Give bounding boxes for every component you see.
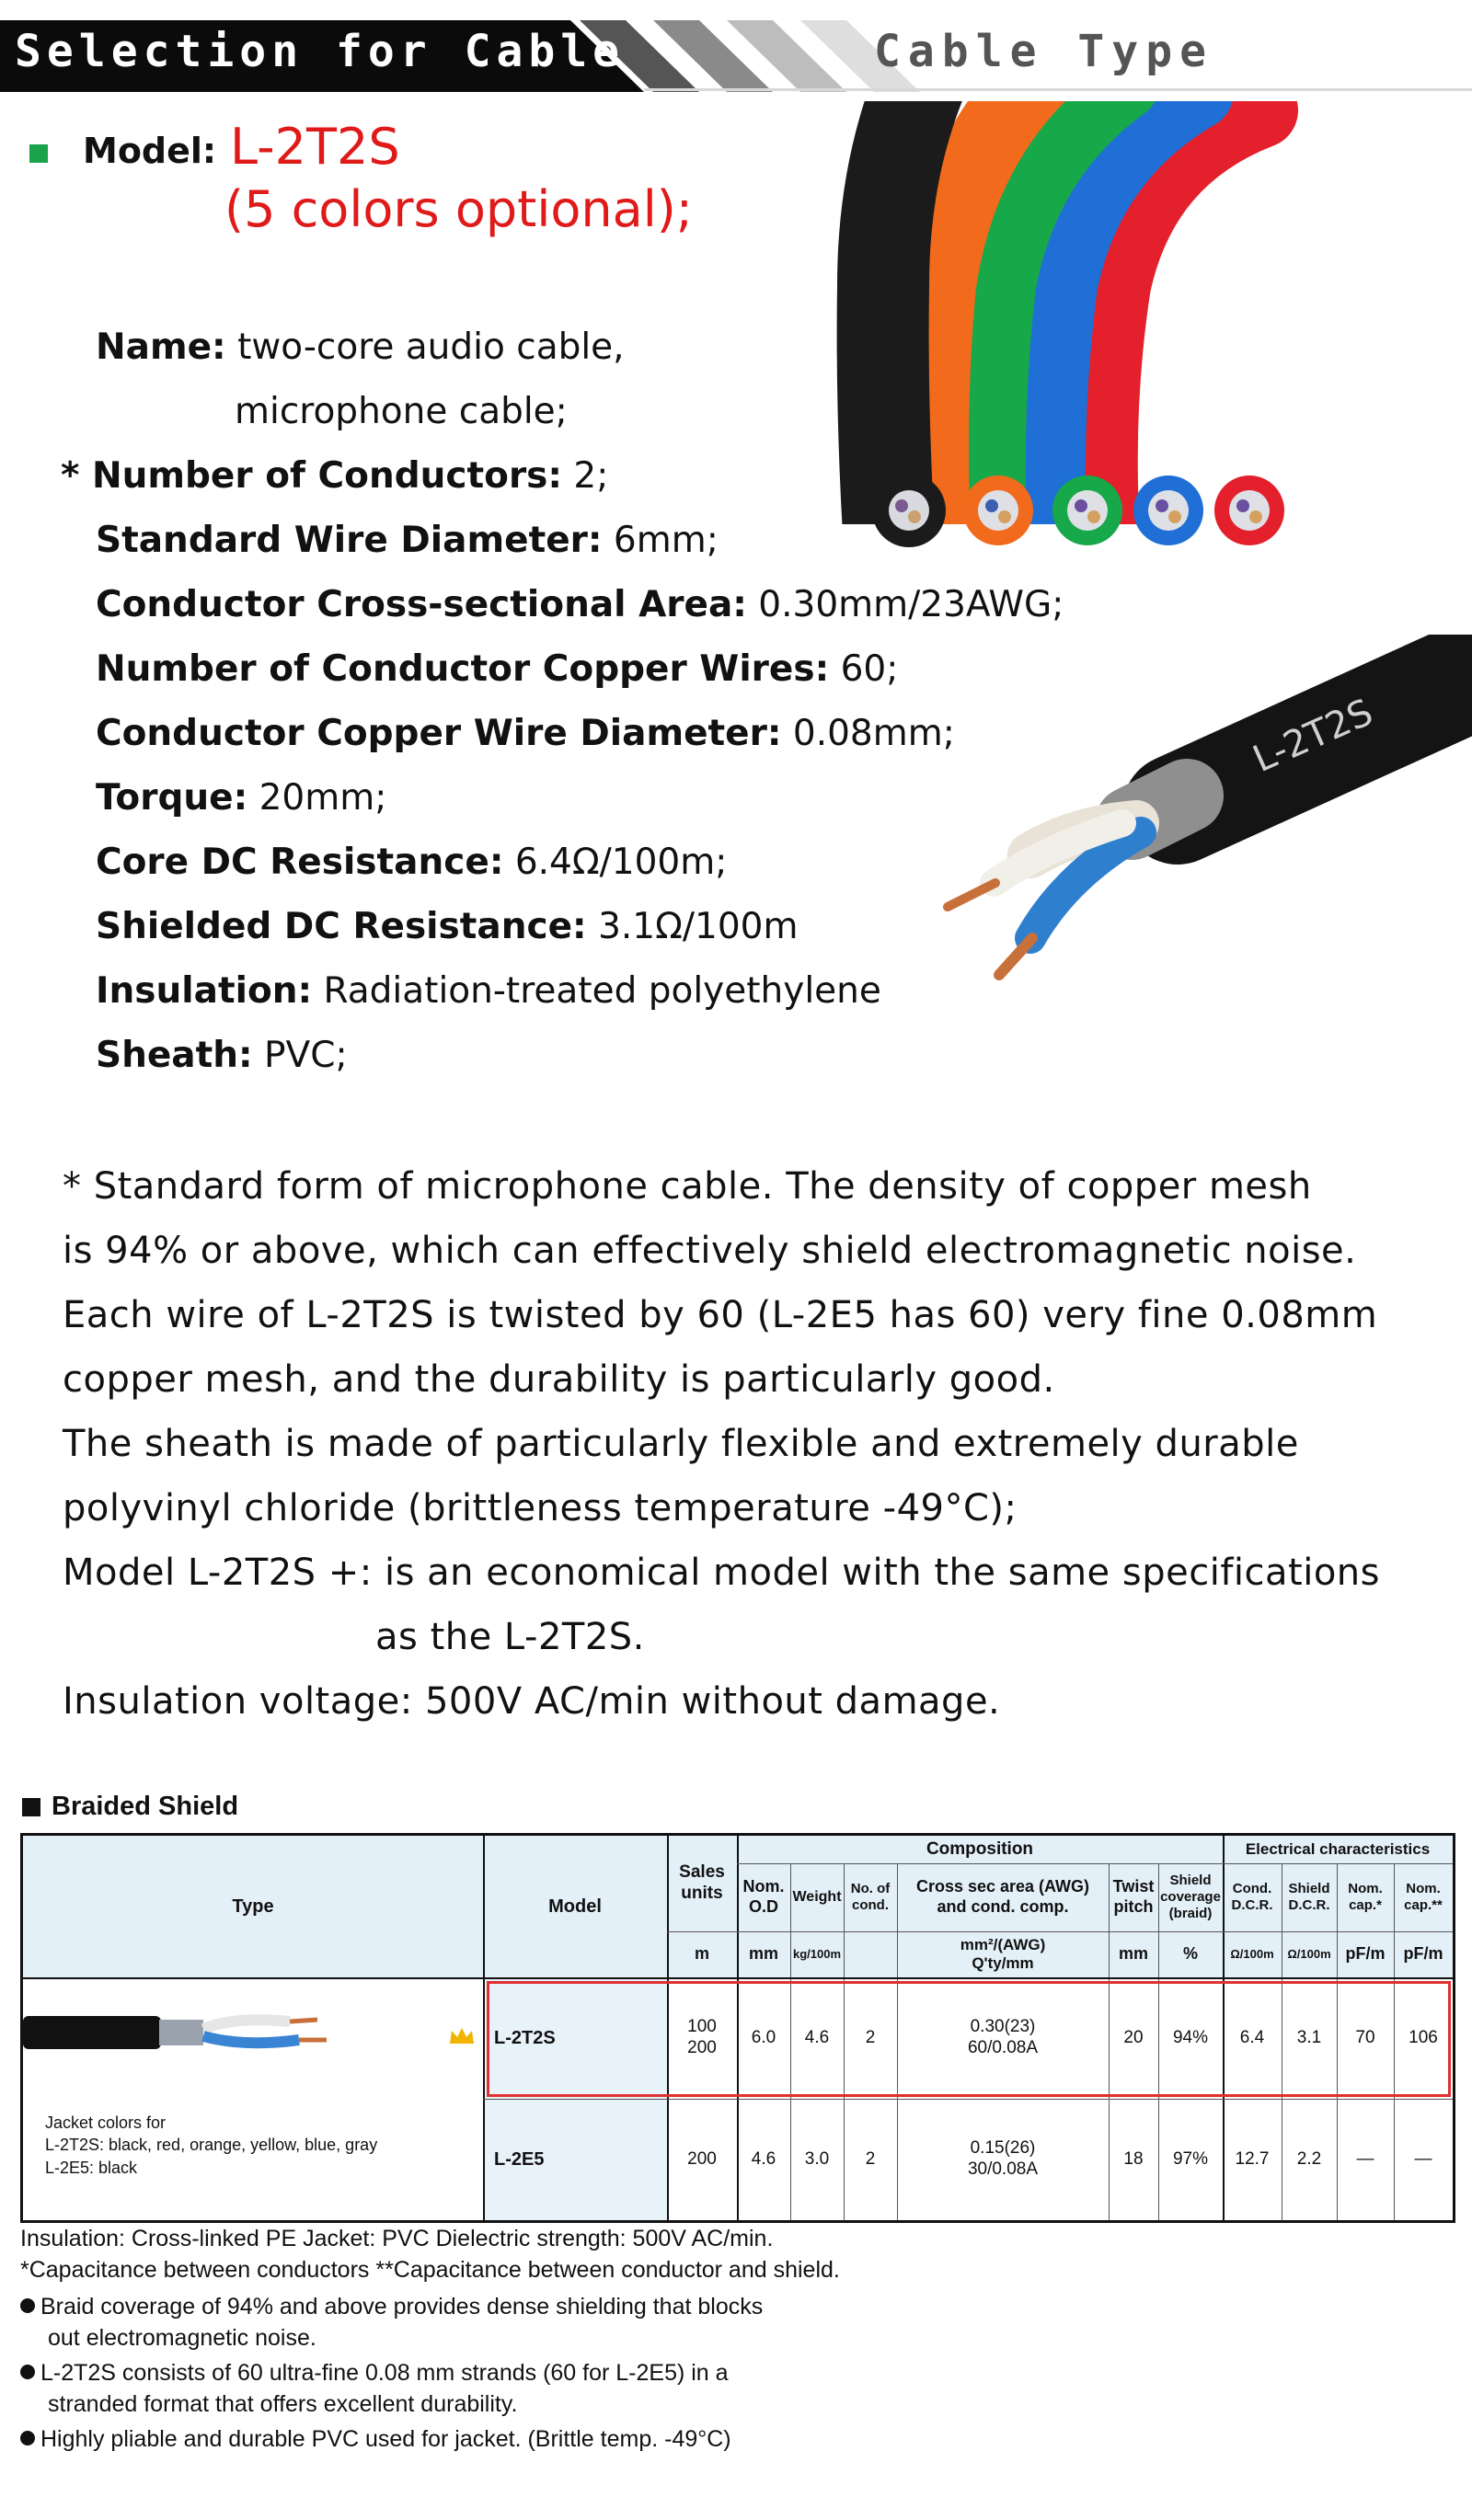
spec-name: Name: two-core audio cable, bbox=[96, 326, 625, 368]
row1-cond: 2 bbox=[865, 2027, 876, 2047]
highlight-row-box bbox=[487, 1981, 1451, 2097]
unit-sales: m bbox=[694, 1944, 709, 1964]
para-line: as the L-2T2S. bbox=[375, 1616, 645, 1658]
header-type: Type bbox=[232, 1896, 274, 1917]
bullet-dot-icon bbox=[20, 2431, 35, 2446]
para-line: Insulation voltage: 500V AC/min without damage. bbox=[63, 1680, 1001, 1723]
spec-sheath: Sheath: PVC; bbox=[96, 1035, 348, 1076]
row2-twist: 18 bbox=[1123, 2148, 1144, 2169]
header-shield-coverage: Shield coverage (braid) bbox=[1160, 1873, 1221, 1921]
note-line: Insulation: Cross-linked PE Jacket: PVC Dielectric strength: 500V AC/min. bbox=[20, 2226, 774, 2251]
row2-weight: 3.0 bbox=[804, 2148, 830, 2169]
header-nom-cap: Nom. cap.* bbox=[1348, 1881, 1383, 1913]
unit-weight: kg/100m bbox=[792, 1947, 842, 1962]
para-line: Each wire of L-2T2S is twisted by 60 (L-2E5 has 60) very fine 0.08mm bbox=[63, 1294, 1378, 1336]
cable-thumbnail bbox=[23, 1998, 373, 2071]
section-banner bbox=[0, 0, 1472, 101]
row1-sales: 100 200 bbox=[687, 2017, 717, 2057]
spec-shield-resistance: Shielded DC Resistance: 3.1Ω/100m bbox=[96, 906, 799, 947]
row2-cap2: — bbox=[1414, 2148, 1432, 2169]
bullet-item: L-2T2S consists of 60 ultra-fine 0.08 mm strands (60 for L-2E5) in a bbox=[20, 2360, 729, 2387]
spec-name-cont: microphone cable; bbox=[235, 391, 568, 432]
grid-line bbox=[483, 2099, 1453, 2100]
green-bullet-icon bbox=[29, 144, 48, 163]
row2-sales: 200 bbox=[687, 2148, 717, 2169]
row2-shield: 97% bbox=[1172, 2148, 1209, 2169]
note-line: *Capacitance between conductors **Capacitance between conductor and shield. bbox=[20, 2257, 840, 2283]
header-cond-dcr: Cond. D.C.R. bbox=[1231, 1881, 1273, 1913]
header-weight: Weight bbox=[792, 1889, 842, 1906]
para-line: copper mesh, and the durability is particularly good. bbox=[63, 1358, 1055, 1401]
model-label: Model: bbox=[83, 131, 217, 171]
header-nom-od: Nom. O.D bbox=[742, 1877, 785, 1916]
unit-od: mm bbox=[748, 1944, 778, 1964]
row2-od: 4.6 bbox=[751, 2148, 776, 2169]
grid-line bbox=[667, 1931, 1453, 1932]
unit-cap1: pF/m bbox=[1345, 1944, 1386, 1964]
bullet-dot-icon bbox=[20, 2365, 35, 2379]
header-electrical: Electrical characteristics bbox=[1245, 1839, 1431, 1858]
header-model: Model bbox=[548, 1896, 602, 1917]
section-square-icon bbox=[22, 1798, 40, 1816]
para-line: Model L-2T2S +: is an economical model with the same specifications bbox=[63, 1552, 1380, 1594]
header-twist: Twist pitch bbox=[1112, 1877, 1155, 1916]
bullet-item: Highly pliable and durable PVC used for jacket. (Brittle temp. -49°C) bbox=[20, 2426, 731, 2453]
row2-cond-dcr: 12.7 bbox=[1235, 2148, 1270, 2169]
model-value: L-2T2S bbox=[230, 118, 400, 176]
header-nom-cap2: Nom. cap.** bbox=[1404, 1881, 1443, 1913]
row1-shield: 94% bbox=[1172, 2027, 1209, 2047]
table-title: Braided Shield bbox=[52, 1792, 239, 1821]
row2-model: L-2E5 bbox=[494, 2149, 545, 2170]
banner-subtitle: Cable Type bbox=[874, 26, 1213, 77]
unit-twist: mm bbox=[1118, 1944, 1148, 1964]
unit-cap2: pF/m bbox=[1403, 1944, 1443, 1964]
header-no-cond: No. of cond. bbox=[850, 1881, 891, 1913]
spec-wire-diameter: Standard Wire Diameter: 6mm; bbox=[96, 520, 719, 561]
spec-conductors: * Number of Conductors: 2; bbox=[61, 455, 609, 497]
spec-copper-wires: Number of Conductor Copper Wires: 60; bbox=[96, 648, 899, 690]
grid-line bbox=[737, 1863, 1453, 1864]
row1-shield-dcr: 3.1 bbox=[1296, 2027, 1322, 2047]
header-cross-sec: Cross sec area (AWG) and cond. comp. bbox=[915, 1877, 1090, 1916]
row1-cross: 0.30(23) 60/0.08A bbox=[967, 2017, 1039, 2057]
para-line: polyvinyl chloride (brittleness temperature -49°C); bbox=[63, 1487, 1018, 1529]
spec-cross-section: Conductor Cross-sectional Area: 0.30mm/23AWG; bbox=[96, 584, 1064, 625]
row2-cap1: — bbox=[1356, 2148, 1374, 2169]
header-composition: Composition bbox=[926, 1838, 1034, 1859]
spec-core-resistance: Core DC Resistance: 6.4Ω/100m; bbox=[96, 842, 728, 883]
spec-table bbox=[20, 1833, 1455, 2223]
crown-icon bbox=[448, 2025, 476, 2047]
row2-shield-dcr: 2.2 bbox=[1296, 2148, 1322, 2169]
model-colors: (5 colors optional); bbox=[224, 180, 693, 238]
row1-weight: 4.6 bbox=[804, 2027, 830, 2047]
bullet-item: Braid coverage of 94% and above provides dense shielding that blocks bbox=[20, 2294, 763, 2320]
row1-od: 6.0 bbox=[751, 2027, 776, 2047]
row2-cond: 2 bbox=[865, 2148, 876, 2169]
header-shield-dcr: Shield D.C.R. bbox=[1288, 1881, 1330, 1913]
banner-title: Selection for Cable bbox=[15, 26, 626, 77]
cable-closeup-image bbox=[911, 635, 1472, 1030]
para-line: The sheath is made of particularly flexible and extremely durable bbox=[63, 1423, 1299, 1465]
bullet-item-cont: out electromagnetic noise. bbox=[48, 2325, 316, 2351]
para-line: * Standard form of microphone cable. The density of copper mesh bbox=[63, 1165, 1312, 1208]
row2-cross: 0.15(26) 30/0.08A bbox=[967, 2138, 1039, 2179]
cable-print: L-2T2S bbox=[1247, 691, 1379, 782]
spec-torque: Torque: 20mm; bbox=[96, 777, 387, 819]
colored-cables-image bbox=[810, 101, 1325, 561]
spec-insulation: Insulation: Radiation-treated polyethylene bbox=[96, 970, 881, 1012]
unit-cross: mm²/(AWG) Q'ty/mm bbox=[960, 1935, 1046, 1972]
cable-black bbox=[883, 101, 920, 533]
bullet-item-cont: stranded format that offers excellent durability. bbox=[48, 2391, 518, 2417]
unit-shield-dcr: Ω/100m bbox=[1287, 1947, 1331, 1962]
row1-cond-dcr: 6.4 bbox=[1239, 2027, 1265, 2047]
unit-cond-dcr: Ω/100m bbox=[1230, 1947, 1274, 1962]
header-sales-units: Sales units bbox=[679, 1862, 725, 1903]
row1-model: L-2T2S bbox=[494, 2028, 556, 2048]
row1-cap2: 106 bbox=[1409, 2027, 1438, 2047]
row1-cap1: 70 bbox=[1355, 2027, 1375, 2047]
banner-underline bbox=[644, 88, 1472, 91]
bullet-dot-icon bbox=[20, 2298, 35, 2313]
unit-shield: % bbox=[1182, 1944, 1198, 1964]
para-line: is 94% or above, which can effectively shield electromagnetic noise. bbox=[63, 1230, 1357, 1272]
grid-line bbox=[483, 1836, 485, 2220]
row1-twist: 20 bbox=[1123, 2027, 1144, 2047]
spec-copper-diameter: Conductor Copper Wire Diameter: 0.08mm; bbox=[96, 713, 955, 754]
jacket-colors-note: Jacket colors for L-2T2S: black, red, orange, yellow, blue, gray L-2E5: black bbox=[45, 2113, 378, 2177]
grid-line bbox=[23, 1977, 1453, 1979]
